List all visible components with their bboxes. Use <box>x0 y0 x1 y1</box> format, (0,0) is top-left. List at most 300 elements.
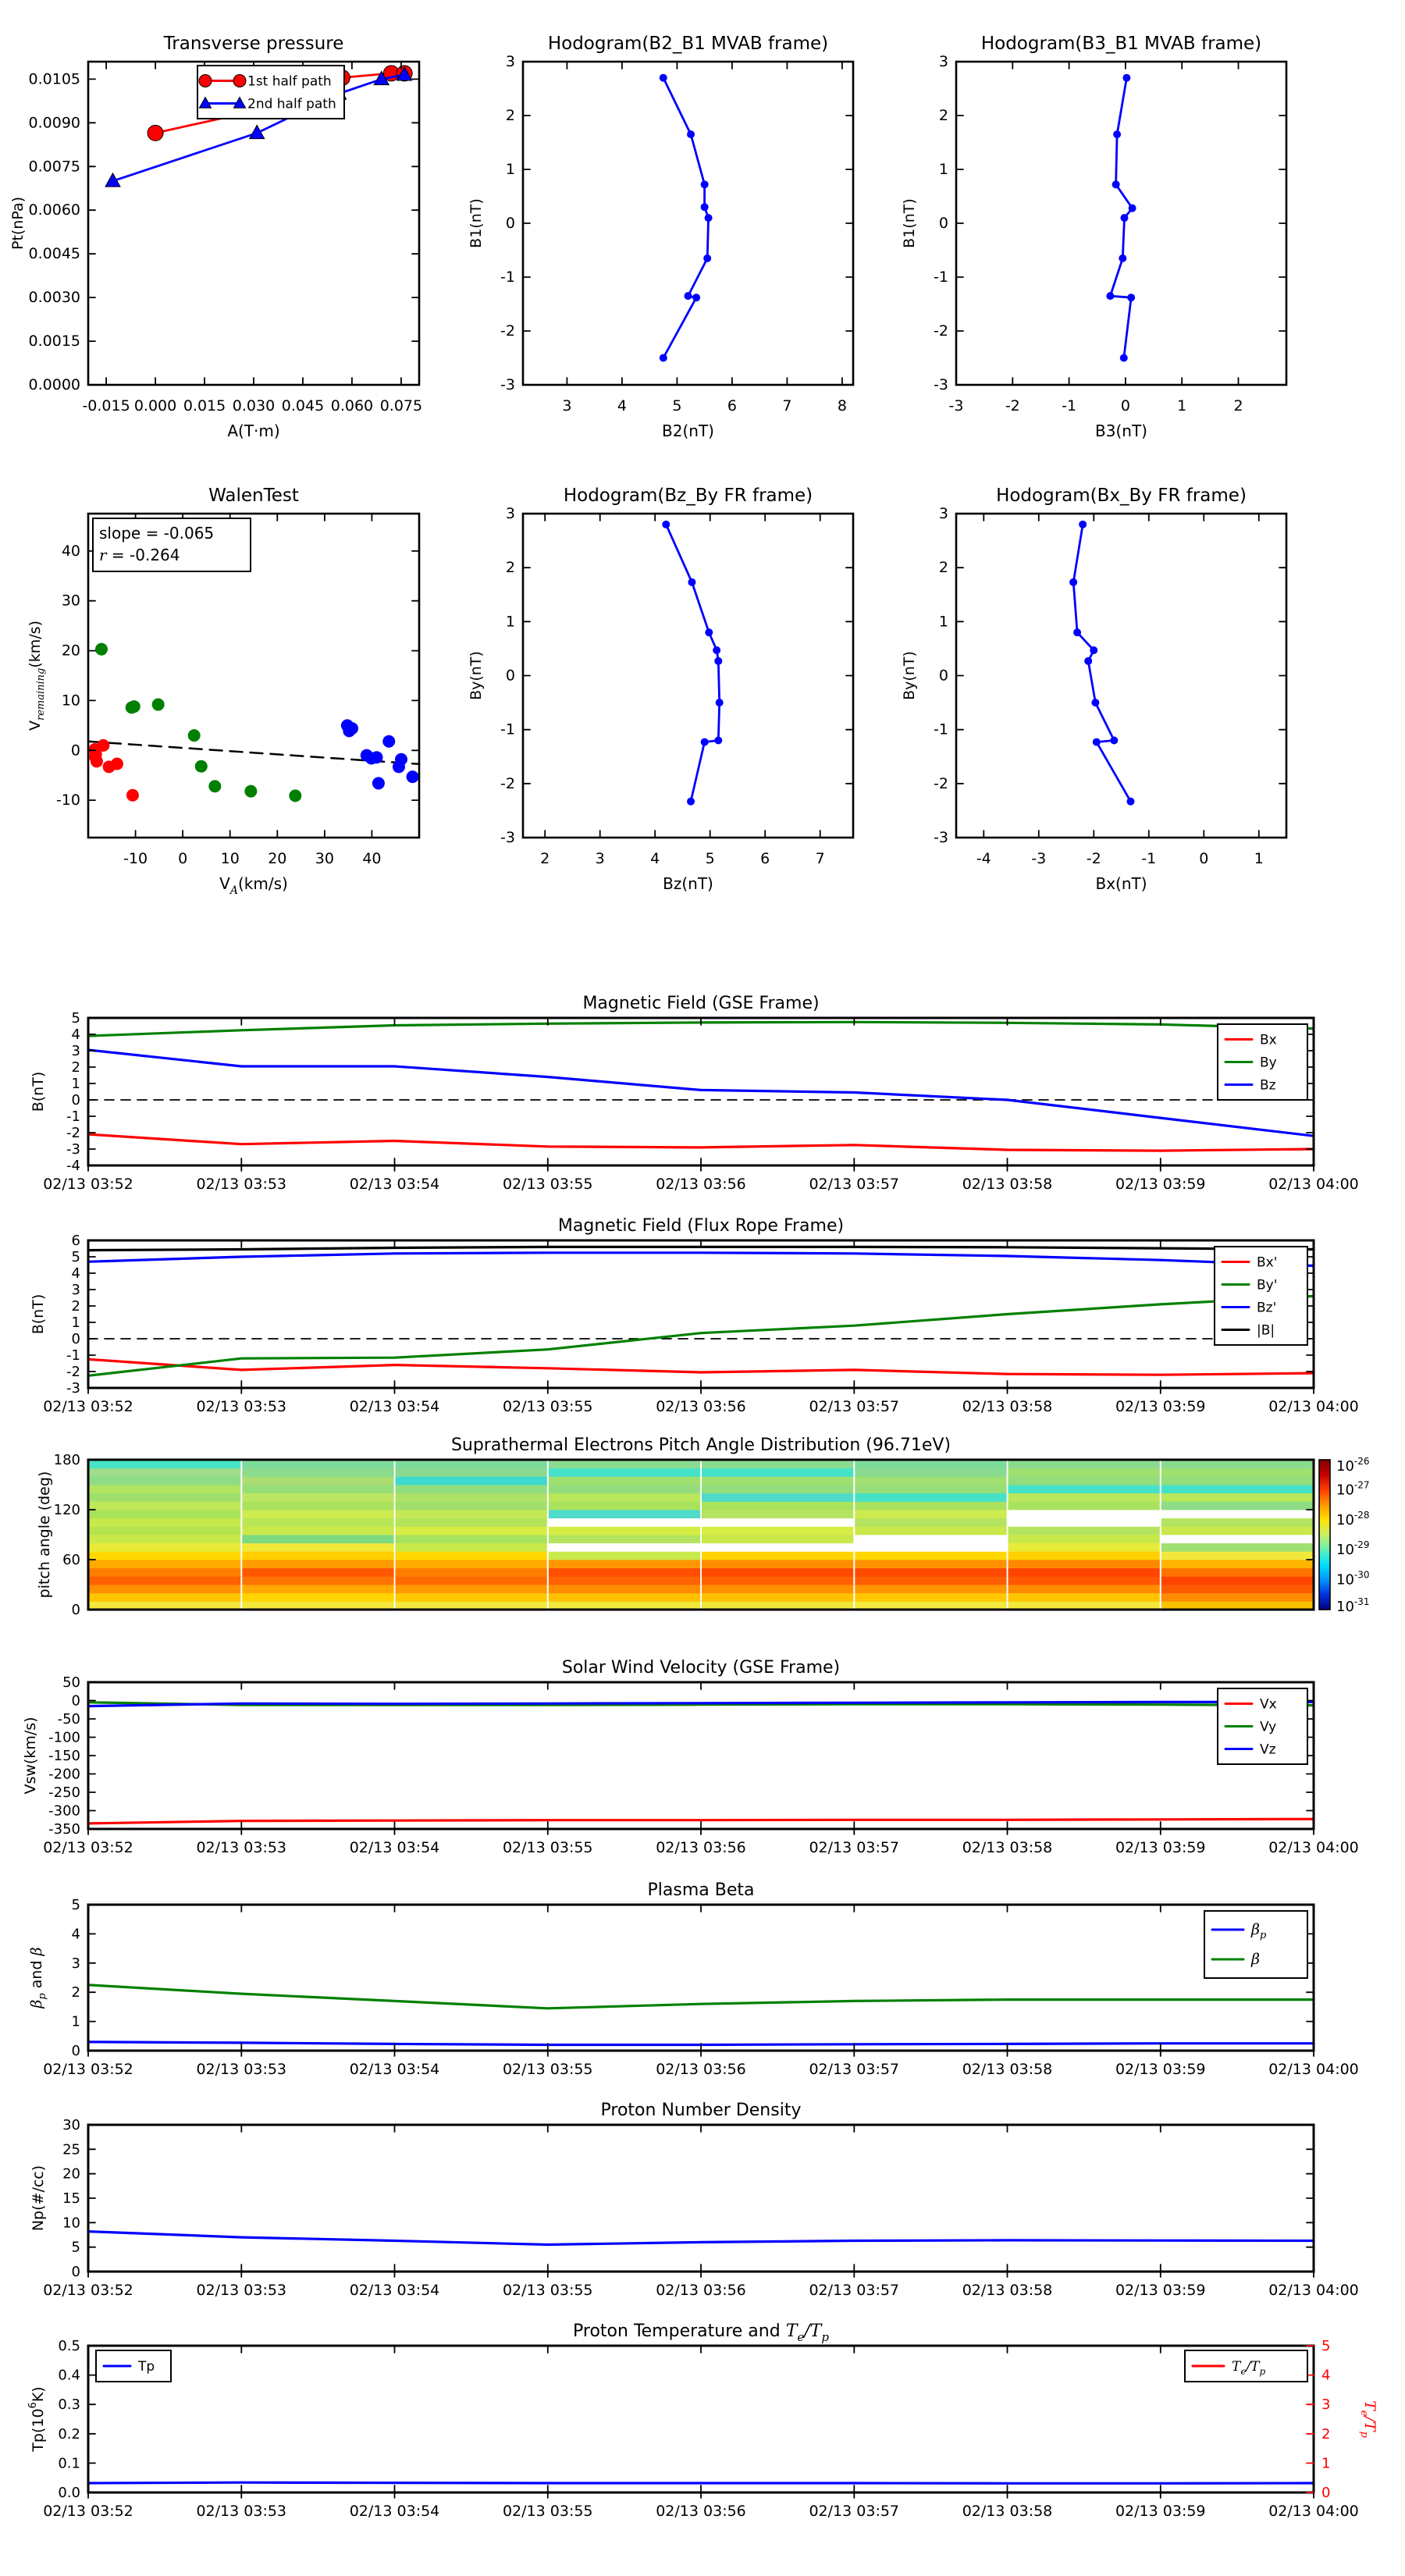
y-tick-label: 0 <box>71 1692 80 1710</box>
series-line <box>88 1359 1314 1375</box>
marker-dot <box>1122 74 1130 82</box>
x-tick-label: 02/13 03:54 <box>349 1176 440 1193</box>
y-tick-label: 3 <box>71 1282 80 1298</box>
y-tick-label: 1 <box>71 1315 80 1331</box>
series-line <box>1073 525 1130 802</box>
heatmap-cell <box>89 1518 240 1527</box>
series-line <box>666 525 719 802</box>
heatmap-cell <box>89 1526 240 1535</box>
x-tick-label: 02/13 03:55 <box>502 2061 593 2078</box>
heatmap-cell <box>396 1485 547 1493</box>
right-axis-label: $T_e/T_p$ <box>1358 2400 1378 2438</box>
y-tick-label: -4 <box>66 1158 80 1174</box>
x-tick-label: 0 <box>178 850 188 867</box>
x-tick-label: 02/13 03:55 <box>502 2503 593 2520</box>
y-tick-label: 2 <box>938 559 948 577</box>
y-tick-label: -3 <box>500 376 515 393</box>
legend-label: β <box>1251 1951 1260 1968</box>
heatmap-cell <box>702 1535 853 1543</box>
x-axis-label: $V_A(km/s)$ <box>219 874 288 897</box>
panel-b_fr <box>30 1216 1359 1415</box>
y-tick-label: 0.5 <box>58 2338 80 2354</box>
panel-title: Hodogram(Bx_By FR frame) <box>996 486 1247 506</box>
x-tick-label: 02/13 03:59 <box>1115 2503 1206 2520</box>
heatmap-cell <box>549 1501 700 1510</box>
panel-hodogram_b3_b1 <box>901 34 1286 440</box>
y-tick-label: -250 <box>48 1784 80 1801</box>
axes-frame <box>88 2125 1314 2272</box>
heatmap-cell <box>855 1585 1006 1593</box>
heatmap-cell <box>549 1535 700 1543</box>
legend-label: Vx <box>1260 1696 1277 1713</box>
panel-title: Hodogram(B2_B1 MVAB frame) <box>547 34 829 54</box>
heatmap-cell <box>702 1476 853 1485</box>
y-tick-label: 0.3 <box>58 2396 80 2414</box>
y-tick-label: 20 <box>61 642 80 660</box>
y-axis-label: Vsw(km/s) <box>22 1717 39 1795</box>
heatmap-cell <box>702 1585 853 1593</box>
panel-title: Hodogram(B3_B1 MVAB frame) <box>980 34 1262 54</box>
y-tick-label: 0 <box>938 667 948 685</box>
y-tick-label: 50 <box>62 1674 80 1691</box>
heatmap-cell <box>89 1485 240 1493</box>
heatmap-cell <box>1008 1560 1160 1568</box>
x-axis-label: B2(nT) <box>662 422 714 440</box>
heatmap-cell <box>549 1560 700 1568</box>
marker-dot <box>1120 354 1128 362</box>
heatmap-cell <box>396 1551 547 1560</box>
y-tick-label: 0.0000 <box>28 376 80 393</box>
heatmap-cell <box>1008 1501 1160 1510</box>
y-tick-label: 0.2 <box>58 2425 80 2443</box>
y-tick-label: -1 <box>934 720 948 738</box>
heatmap-cell <box>702 1560 853 1568</box>
heatmap-cell <box>549 1493 700 1502</box>
heatmap-cell <box>549 1485 700 1493</box>
marker-dot <box>1091 699 1099 706</box>
y-axis-label: $\beta_p$ and β <box>28 1947 48 2008</box>
y-tick-label: 0 <box>505 215 515 232</box>
marker-dot <box>701 180 709 188</box>
x-tick-label: 02/13 03:59 <box>1115 1176 1206 1193</box>
y-tick-label: 0 <box>938 215 948 232</box>
marker-dot <box>662 521 670 528</box>
heatmap-cell <box>396 1560 547 1568</box>
marker-dot <box>1079 521 1087 528</box>
x-tick-label: 02/13 03:56 <box>656 1176 746 1193</box>
x-tick-label: 02/13 03:52 <box>43 1176 133 1193</box>
y-tick-label: 0.0105 <box>28 70 80 88</box>
right-tick-label: 0 <box>1321 2485 1331 2501</box>
y-tick-label: 3 <box>938 53 948 70</box>
x-tick-label: 02/13 03:57 <box>809 1398 900 1415</box>
heatmap-cell <box>242 1476 393 1485</box>
heatmap-cell <box>1008 1551 1160 1560</box>
x-tick-label: 02/13 03:58 <box>962 1839 1053 1856</box>
x-tick-label: 2 <box>1233 397 1243 415</box>
y-tick-label: 25 <box>62 2141 80 2158</box>
x-tick-label: 02/13 03:53 <box>196 1176 287 1193</box>
right-tick-label: 1 <box>1321 2455 1331 2472</box>
series-line <box>88 1134 1314 1151</box>
y-tick-label: -3 <box>66 1141 80 1158</box>
axes-frame <box>88 1240 1314 1388</box>
heatmap-cell <box>242 1543 393 1552</box>
x-tick-label: 1 <box>1177 397 1187 415</box>
heatmap-cell <box>1161 1535 1313 1543</box>
y-tick-label: 5 <box>71 1249 80 1265</box>
heatmap-cell <box>1161 1543 1313 1552</box>
y-tick-label: -1 <box>500 269 515 286</box>
y-tick-label: -2 <box>500 774 515 792</box>
x-tick-label: 2 <box>540 850 550 867</box>
y-tick-label: 0 <box>71 2043 80 2059</box>
y-tick-label: 0.0090 <box>28 114 80 132</box>
x-tick-label: 02/13 03:53 <box>196 2282 287 2299</box>
x-tick-label: 7 <box>815 850 825 867</box>
x-tick-label: 02/13 03:57 <box>809 1176 900 1193</box>
heatmap-cell <box>702 1468 853 1477</box>
y-tick-label: 0 <box>71 1602 80 1618</box>
y-tick-label: 0.0 <box>58 2485 80 2501</box>
y-axis-label: By(nT) <box>468 651 485 700</box>
x-tick-label: 02/13 03:56 <box>656 1398 746 1415</box>
marker-circle <box>233 75 246 87</box>
heatmap-cell <box>1161 1568 1313 1577</box>
heatmap-cell <box>242 1560 393 1568</box>
x-tick-label: 0.030 <box>232 397 276 415</box>
x-tick-label: 5 <box>705 850 715 867</box>
x-tick-label: 02/13 03:57 <box>809 1839 900 1856</box>
heatmap-cell <box>242 1485 393 1493</box>
panel-tp <box>27 2322 1378 2520</box>
heatmap-cell <box>396 1476 547 1485</box>
x-tick-label: -0.015 <box>82 397 130 415</box>
x-tick-label: -2 <box>1086 850 1101 867</box>
panel-b_gse <box>30 994 1359 1193</box>
x-tick-label: -10 <box>123 850 148 867</box>
panel-np <box>30 2101 1359 2299</box>
marker-dot <box>1110 737 1118 745</box>
marker-dot <box>128 700 140 713</box>
series-line <box>88 1985 1314 2008</box>
colorbar-label: $10^{-29}$ <box>1336 1539 1370 1559</box>
series-line <box>663 78 709 358</box>
y-tick-label: 60 <box>62 1552 80 1568</box>
x-tick-label: 02/13 03:58 <box>962 1176 1053 1193</box>
heatmap-cell <box>702 1485 853 1493</box>
y-tick-label: 3 <box>938 505 948 522</box>
x-tick-label: 02/13 03:56 <box>656 1839 746 1856</box>
legend-label: By <box>1260 1055 1277 1071</box>
y-tick-label: 0 <box>71 1331 80 1347</box>
y-tick-label: -10 <box>55 792 80 809</box>
marker-dot <box>701 738 709 746</box>
y-tick-label: 1 <box>505 613 515 631</box>
x-tick-label: 02/13 03:53 <box>196 1839 287 1856</box>
marker-dot <box>705 628 713 636</box>
x-tick-label: 02/13 03:52 <box>43 1398 133 1415</box>
marker-dot <box>289 789 301 802</box>
marker-dot <box>714 737 722 745</box>
x-tick-label: 8 <box>837 397 847 415</box>
panel-hodogram_bx_by <box>901 486 1286 893</box>
x-tick-label: 02/13 03:58 <box>962 2503 1053 2520</box>
marker-dot <box>660 354 667 362</box>
marker-dot <box>1113 130 1121 138</box>
y-tick-label: -2 <box>66 1125 80 1141</box>
panel-walen_test <box>27 486 419 897</box>
y-tick-label: -3 <box>934 829 948 846</box>
heatmap-cell <box>1008 1543 1160 1552</box>
marker-dot <box>1129 205 1136 212</box>
panel-title: Hodogram(Bz_By FR frame) <box>563 486 813 506</box>
heatmap-cell <box>855 1560 1006 1568</box>
right-tick-label: 5 <box>1321 2338 1331 2354</box>
marker-dot <box>126 789 139 802</box>
x-tick-label: 02/13 03:59 <box>1115 2282 1206 2299</box>
x-tick-label: 02/13 03:54 <box>349 2061 440 2078</box>
y-tick-label: 30 <box>61 592 80 610</box>
marker-dot <box>1112 180 1120 188</box>
y-tick-label: -350 <box>48 1821 80 1838</box>
marker-dot <box>1120 214 1128 222</box>
heatmap-cell <box>89 1501 240 1510</box>
marker-dot <box>692 294 700 301</box>
marker-dot <box>111 758 123 770</box>
heatmap-cell <box>89 1576 240 1585</box>
colorbar-label: $10^{-31}$ <box>1336 1596 1370 1615</box>
y-tick-label: 0.0060 <box>28 201 80 219</box>
heatmap-cell <box>396 1585 547 1593</box>
panel-title: Magnetic Field (GSE Frame) <box>582 994 820 1013</box>
y-tick-label: -2 <box>500 322 515 340</box>
heatmap-cell <box>242 1585 393 1593</box>
legend-label: By' <box>1257 1277 1278 1293</box>
colorbar-label: $10^{-27}$ <box>1336 1479 1370 1499</box>
heatmap-cell <box>855 1551 1006 1560</box>
colorbar-label: $10^{-28}$ <box>1336 1509 1370 1528</box>
heatmap-cell <box>549 1543 700 1552</box>
y-tick-label: 15 <box>62 2190 80 2207</box>
heatmap-cell <box>1008 1485 1160 1493</box>
y-tick-label: 2 <box>505 107 515 124</box>
heatmap-cell <box>1161 1485 1313 1493</box>
x-tick-label: 0.060 <box>330 397 374 415</box>
panel-beta <box>28 1880 1359 2078</box>
heatmap-cell <box>396 1568 547 1577</box>
y-tick-label: 0.0015 <box>28 333 80 350</box>
x-tick-label: 02/13 03:58 <box>962 2061 1053 2078</box>
heatmap-cell <box>1008 1493 1160 1502</box>
colorbar-label: $10^{-30}$ <box>1336 1569 1370 1589</box>
marker-circle <box>148 125 163 141</box>
heatmap-cell <box>855 1468 1006 1477</box>
y-tick-label: -300 <box>48 1802 80 1820</box>
y-axis-label: $V_{remaining}(km/s)$ <box>27 620 47 731</box>
marker-dot <box>370 751 382 763</box>
heatmap-cell <box>549 1510 700 1518</box>
heatmap-cell <box>1161 1501 1313 1510</box>
marker-dot <box>705 214 713 222</box>
heatmap-cell <box>855 1460 1006 1468</box>
x-tick-label: 0.075 <box>379 397 423 415</box>
panel-pad <box>36 1436 1370 1618</box>
heatmap-cell <box>89 1585 240 1593</box>
x-tick-label: 02/13 03:59 <box>1115 1839 1206 1856</box>
legend-label: Vy <box>1260 1719 1277 1735</box>
heatmap-cell <box>702 1460 853 1468</box>
heatmap-cell <box>242 1551 393 1560</box>
y-tick-label: 1 <box>938 613 948 631</box>
y-tick-label: 5 <box>71 1010 80 1026</box>
x-tick-label: 02/13 03:53 <box>196 1398 287 1415</box>
legend-label: $T_e/T_p$ <box>1232 2359 1266 2377</box>
x-tick-label: 02/13 04:00 <box>1268 1176 1359 1193</box>
heatmap-cell <box>1161 1518 1313 1527</box>
marker-dot <box>1106 292 1114 300</box>
y-tick-label: -1 <box>934 269 948 286</box>
y-tick-label: 40 <box>61 542 80 560</box>
legend-label: $\beta_p$ <box>1251 1921 1267 1941</box>
heatmap-cell <box>89 1476 240 1485</box>
x-tick-label: 02/13 04:00 <box>1268 1398 1359 1415</box>
x-tick-label: 6 <box>727 397 737 415</box>
heatmap-cell <box>549 1476 700 1485</box>
x-tick-label: 4 <box>650 850 660 867</box>
panel-title: Magnetic Field (Flux Rope Frame) <box>557 1216 845 1236</box>
marker-dot <box>97 739 109 752</box>
colorbar <box>1319 1460 1330 1610</box>
panel-title: Plasma Beta <box>647 1880 755 1900</box>
heatmap-cell <box>702 1526 853 1535</box>
right-tick-label: 2 <box>1321 2425 1331 2443</box>
x-tick-label: 3 <box>595 850 605 867</box>
y-tick-label: 1 <box>505 161 515 178</box>
x-tick-label: 02/13 03:54 <box>349 2282 440 2299</box>
y-tick-label: -50 <box>57 1711 80 1727</box>
annotation-line: slope = -0.065 <box>99 524 215 543</box>
x-tick-label: 7 <box>782 397 792 415</box>
x-tick-label: 02/13 03:54 <box>349 1839 440 1856</box>
y-tick-label: -100 <box>48 1729 80 1746</box>
y-tick-label: 20 <box>62 2165 80 2183</box>
marker-triangle <box>250 125 265 138</box>
heatmap-cell <box>702 1518 853 1527</box>
legend-label: 1st half path <box>247 73 332 90</box>
marker-dot <box>687 130 695 138</box>
y-tick-label: 4 <box>71 1926 80 1943</box>
heatmap-cell <box>702 1576 853 1585</box>
marker-circle <box>199 75 212 87</box>
heatmap-cell <box>549 1526 700 1535</box>
y-tick-label: -1 <box>500 720 515 738</box>
marker-dot <box>372 777 385 789</box>
colorbar-label: $10^{-26}$ <box>1336 1456 1370 1475</box>
heatmap-cell <box>1161 1510 1313 1518</box>
heatmap-cell <box>855 1510 1006 1518</box>
heatmap-cell <box>242 1510 393 1518</box>
heatmap-cell <box>89 1560 240 1568</box>
heatmap-cell <box>396 1510 547 1518</box>
series-line <box>88 1253 1314 1266</box>
x-tick-label: 02/13 03:55 <box>502 1398 593 1415</box>
x-tick-label: 02/13 03:57 <box>809 2282 900 2299</box>
marker-dot <box>1093 738 1101 746</box>
x-tick-label: 20 <box>268 850 287 867</box>
x-tick-label: 02/13 03:56 <box>656 2061 746 2078</box>
heatmap-cell <box>855 1518 1006 1527</box>
heatmap-cell <box>855 1593 1006 1602</box>
panel-title: Transverse pressure <box>163 34 344 54</box>
panel-hodogram_b2_b1 <box>468 34 853 440</box>
y-tick-label: 4 <box>71 1026 80 1043</box>
y-tick-label: 0 <box>505 667 515 685</box>
y-tick-label: -200 <box>48 1766 80 1783</box>
series-line <box>88 2482 1314 2483</box>
heatmap-cell <box>89 1510 240 1518</box>
y-tick-label: -2 <box>934 774 948 792</box>
x-tick-label: 4 <box>617 397 627 415</box>
heatmap-cell <box>855 1485 1006 1493</box>
heatmap-cell <box>242 1460 393 1468</box>
marker-dot <box>195 760 208 773</box>
heatmap-cell <box>549 1468 700 1477</box>
x-axis-label: Bx(nT) <box>1095 874 1147 893</box>
axes-frame <box>523 62 853 385</box>
axes-frame <box>88 2346 1314 2492</box>
x-tick-label: 1 <box>1254 850 1264 867</box>
heatmap-cell <box>702 1493 853 1502</box>
heatmap-cell <box>549 1551 700 1560</box>
y-tick-label: -150 <box>48 1748 80 1764</box>
panel-hodogram_bz_by <box>468 486 853 893</box>
heatmap-cell <box>89 1543 240 1552</box>
heatmap-cell <box>89 1568 240 1577</box>
y-tick-label: 2 <box>71 1298 80 1315</box>
heatmap-cell <box>242 1576 393 1585</box>
panel-title: WalenTest <box>208 486 299 506</box>
heatmap-cell <box>1008 1468 1160 1477</box>
heatmap-cell <box>396 1468 547 1477</box>
y-tick-label: 3 <box>505 505 515 522</box>
heatmap-cell <box>1008 1526 1160 1535</box>
heatmap-cell <box>1161 1476 1313 1485</box>
marker-dot <box>1073 628 1081 636</box>
heatmap-cell <box>855 1526 1006 1535</box>
x-tick-label: 02/13 03:59 <box>1115 1398 1206 1415</box>
y-tick-label: -3 <box>500 829 515 846</box>
y-tick-label: 10 <box>62 2215 80 2232</box>
x-tick-label: 5 <box>672 397 682 415</box>
x-tick-label: 02/13 03:52 <box>43 2503 133 2520</box>
heatmap-cell <box>702 1543 853 1552</box>
heatmap-cell <box>702 1551 853 1560</box>
marker-dot <box>660 74 667 82</box>
y-tick-label: 6 <box>71 1233 80 1249</box>
heatmap-cell <box>1008 1510 1160 1518</box>
heatmap-cell <box>1161 1526 1313 1535</box>
x-tick-label: 02/13 03:55 <box>502 1176 593 1193</box>
y-tick-label: 0 <box>70 742 80 760</box>
marker-dot <box>1119 254 1126 262</box>
heatmap-cell <box>855 1535 1006 1543</box>
heatmap-cell <box>1161 1576 1313 1585</box>
heatmap-cell <box>855 1568 1006 1577</box>
heatmap-cell <box>1008 1568 1160 1577</box>
y-axis-label: B(nT) <box>30 1071 47 1112</box>
y-tick-label: 0.4 <box>58 2367 80 2384</box>
